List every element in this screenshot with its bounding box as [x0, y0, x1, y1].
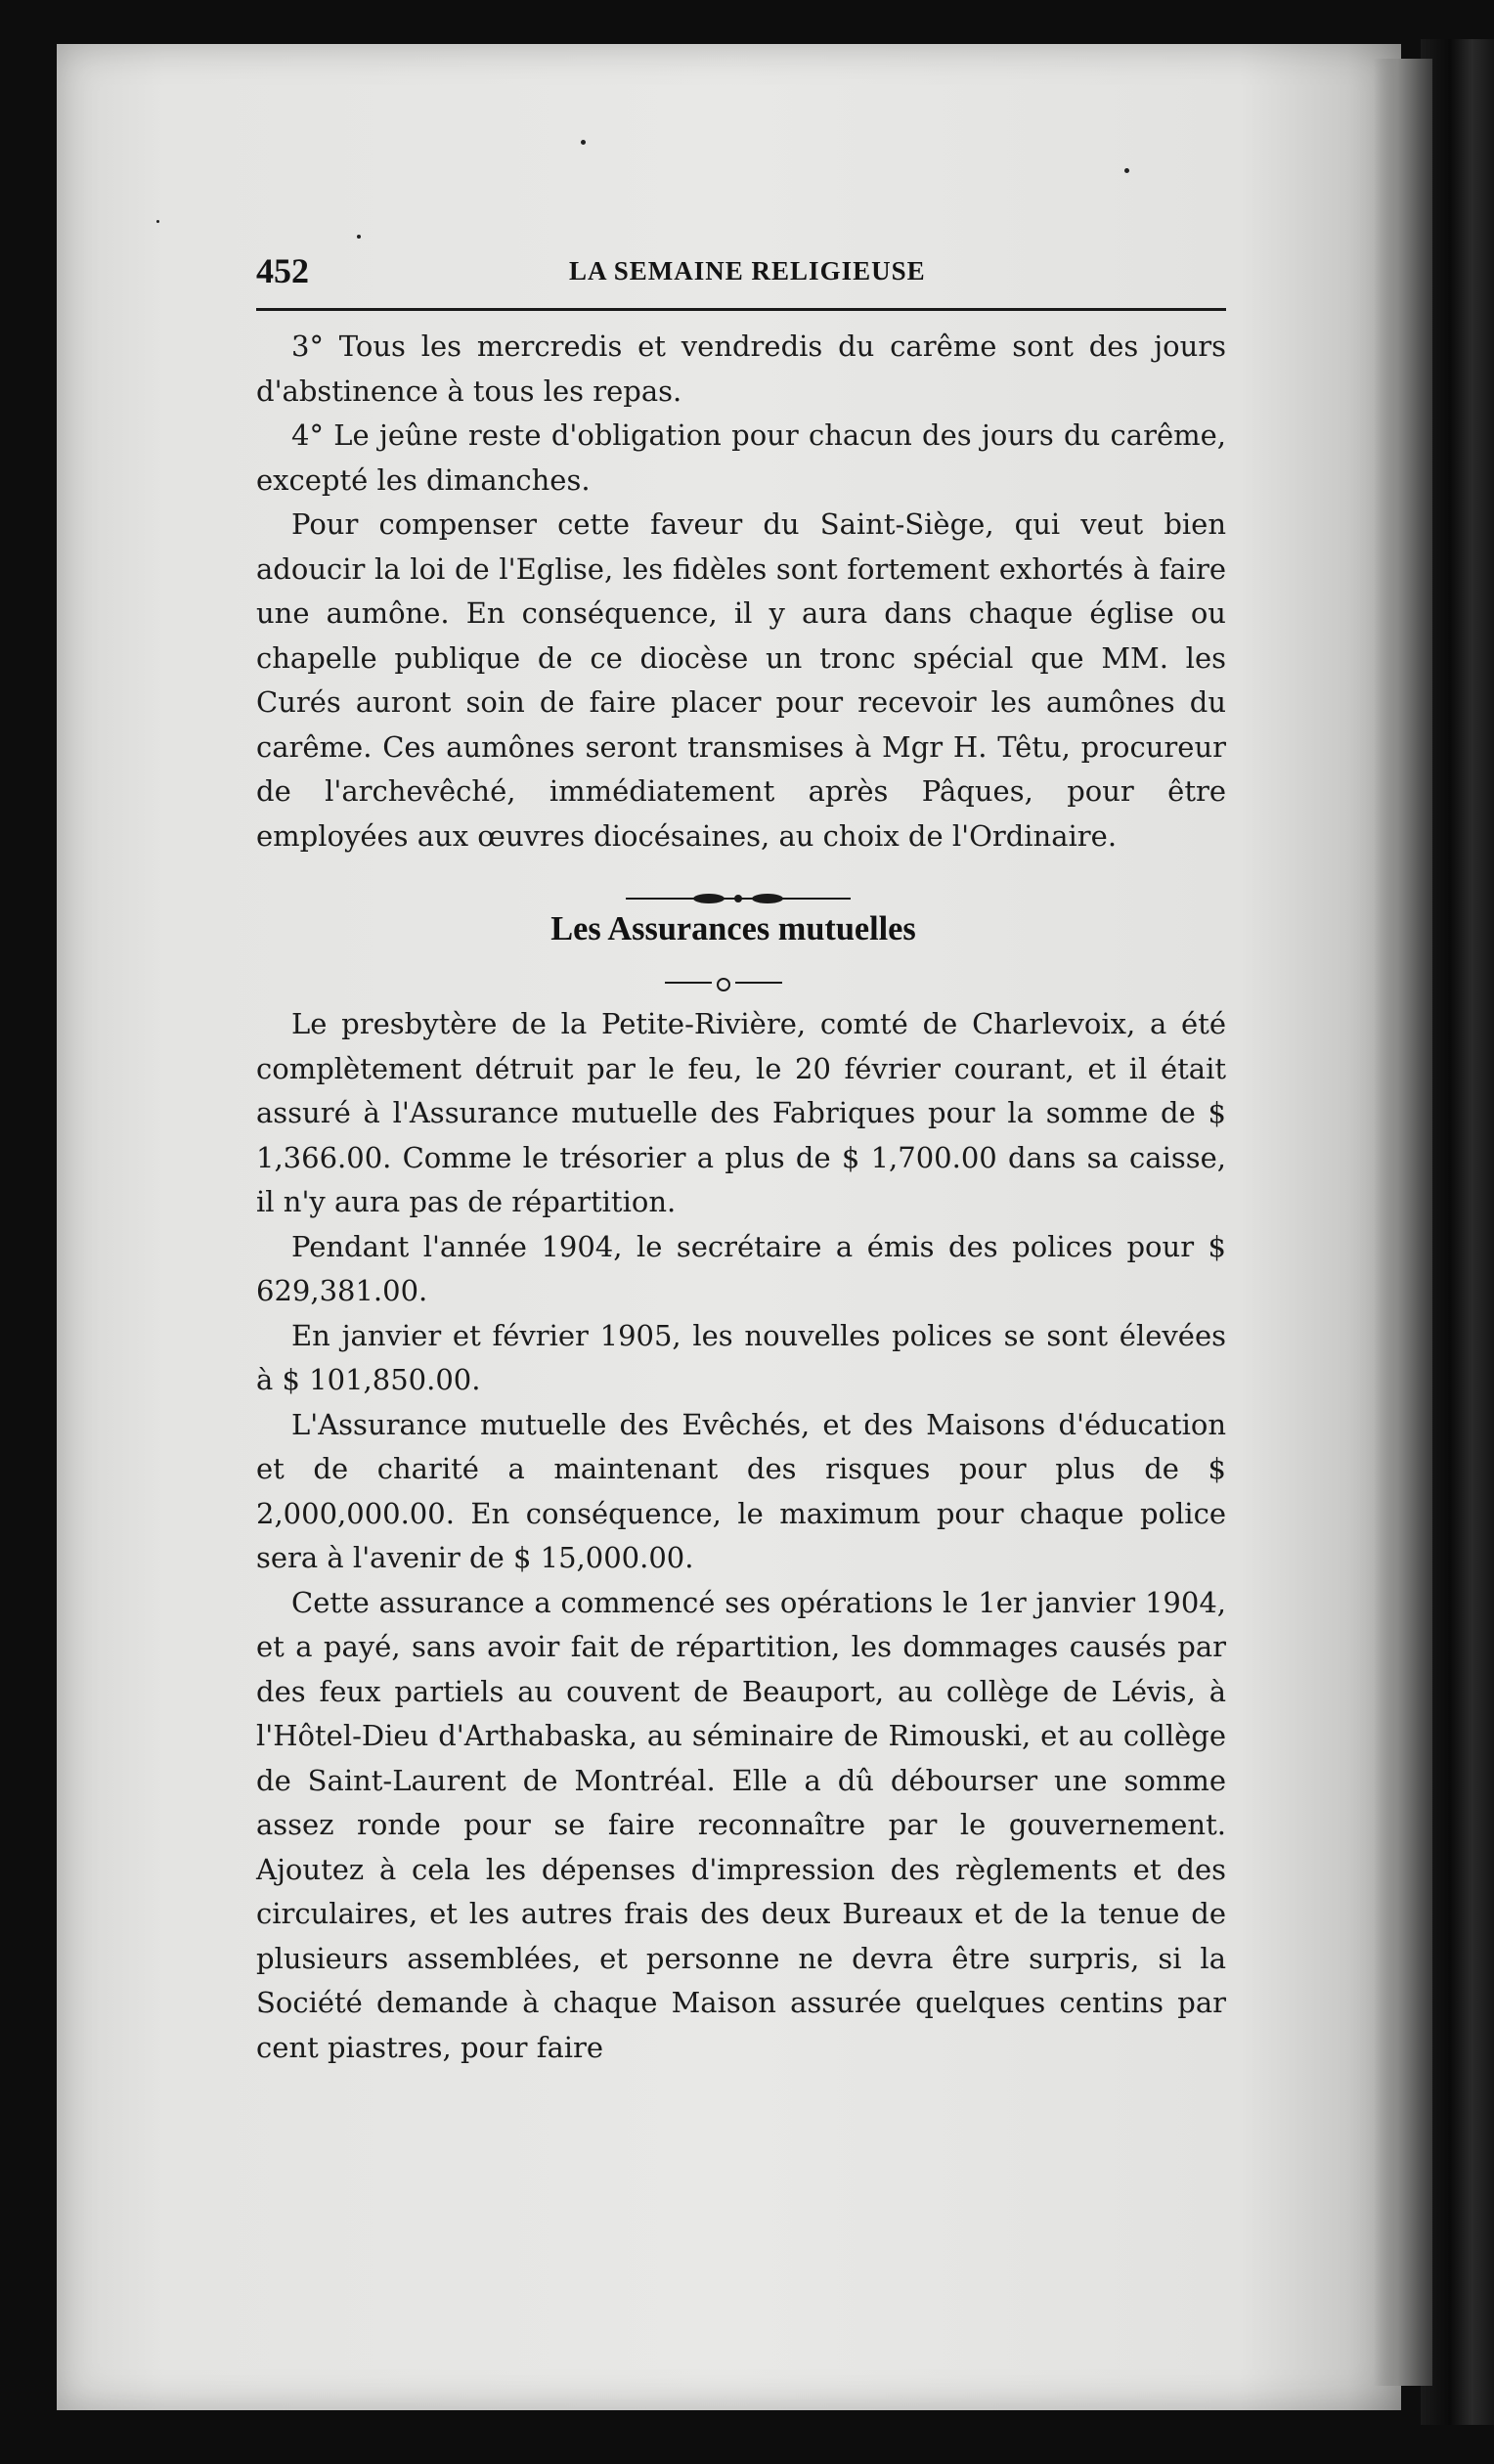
- assurance-paragraph: Cette assurance a commencé ses opérations le 1er janvier 1904, et a payé, sans avoir fait de répartition, les dommages causés par des feux partiels au couvent de Beauport, au collège de Lévis, à l'Hôtel-Dieu d'Arthabaska, au séminaire de Rimouski, et au collège de Saint-Laurent de Montréal. Elle a dû débourser une somme assez ronde pour se faire reconnaître par le gouvernement. Ajoutez à cela les dépenses d'impression des règlements et des circulaires, et les autres frais des deux Bureaux et de la tenue de plusieurs assemblées, et personne ne devra être surpris, si la Société demande à chaque Maison assurée quelques centins par cent piastres, pour faire: [256, 1585, 1226, 2064]
- dust-speck: [357, 235, 361, 239]
- dust-speck: [581, 140, 586, 145]
- running-title: LA SEMAINE RELIGIEUSE: [569, 256, 926, 286]
- assurances-section: [256, 1002, 1226, 2070]
- careme-rules-section: [256, 325, 1226, 858]
- header-rule: [256, 308, 1226, 311]
- page-curl-shadow: [1374, 59, 1432, 2386]
- assurance-paragraph: Pendant l'année 1904, le secrétaire a émis des polices pour $ 629,381.00.: [256, 1229, 1226, 1307]
- title-sub-ornament: [665, 968, 782, 997]
- page-header: [256, 250, 1224, 299]
- page-number: 452: [256, 251, 309, 290]
- dust-speck: [156, 220, 159, 223]
- assurance-paragraph: En janvier et février 1905, les nouvelles polices se sont élevées à $ 101,850.00.: [256, 1318, 1226, 1396]
- dust-speck: [1124, 168, 1129, 173]
- rule-paragraph: Pour compenser cette faveur du Saint-Siège, qui veut bien adoucir la loi de l'Eglise, les fidèles sont fortement exhortés à faire une aumône. En conséquence, il y aura dans chaque église ou chapelle publique de ce diocèse un tronc spécial que MM. les Curés auront soin de faire placer pour recevoir les aumônes du carême. Ces aumônes seront transmises à Mgr H. Têtu, procureur de l'archevêché, immédiatement après Pâques, pour être employées aux œuvres diocésaines, au choix de l'Ordinaire.: [256, 507, 1226, 853]
- rule-paragraph: 3° Tous les mercredis et vendredis du carême sont des jours d'abstinence à tous les repas.: [256, 330, 1226, 408]
- section-title: Les Assurances mutuelles: [550, 909, 916, 947]
- assurance-paragraph: Le presbytère de la Petite-Rivière, comté de Charlevoix, a été complètement détruit par le feu, le 20 février courant, et il était assuré à l'Assurance mutuelle des Fabriques pour la somme de $ 1,366.00. Comme le trésorier a plus de $ 1,700.00 dans sa caisse, il n'y aura pas de répartition.: [256, 1007, 1226, 1218]
- assurance-paragraph: L'Assurance mutuelle des Evêchés, et des Maisons d'éducation et de charité a maintenant des risques pour plus de $ 2,000,000.00. En conséquence, le maximum pour chaque police sera à l'avenir de $ 15,000.00.: [256, 1407, 1226, 1574]
- rule-paragraph: 4° Le jeûne reste d'obligation pour chacun des jours du carême, excepté les dimanches.: [256, 418, 1226, 497]
